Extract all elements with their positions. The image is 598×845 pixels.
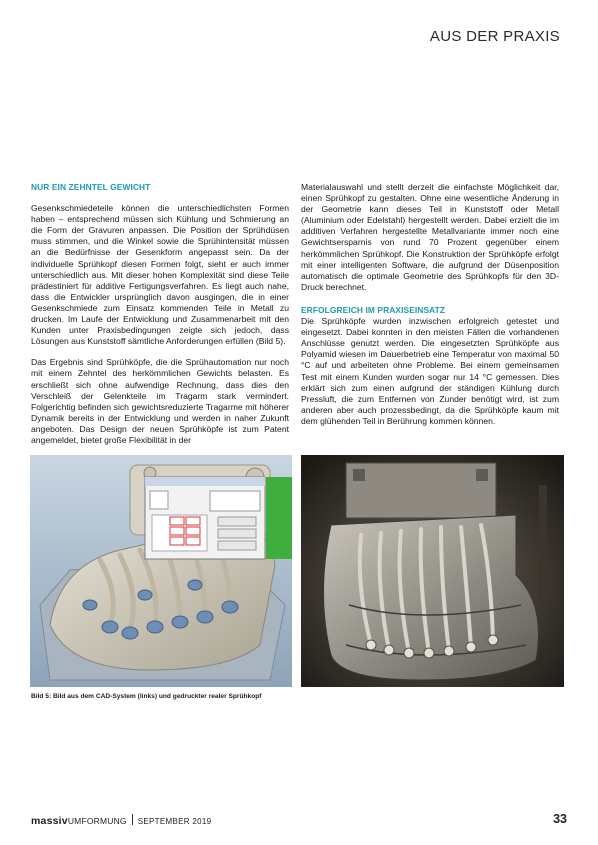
brand-bold: massiv: [31, 815, 68, 827]
paragraph: Materialauswahl und stellt derzeit die einfachste Möglichkeit dar, einen Sprühkopf zu gestalten. Ohne eine wesentliche Änderung in der Geometrie kann dieses Teil in Kunststoff oder Metall (Aluminium oder Edelstahl) hergestellt werden. Dabei erzielt die im additiven Verfahren hergestellte Metallvariante immer noch eine Gewichtsersparnis von rund 70 Prozent gegenüber einem herkömmlichen Sprühkopf. Die Konstruktion der Sprühköpfe erfolgt mit einer intelligenten Software, die aufgrund der Düsenposition automatisch die optimale Geometrie des Sprühkopfs für den 3D-Druck berechnet.: [301, 182, 559, 292]
figure-caption: Bild 5: Bild aus dem CAD-System (links) und gedruckter realer Sprühkopf: [31, 693, 262, 700]
paragraph: Gesenkschmiedeteile können die unterschiedlichsten Formen haben – entsprechend müssen sich Kühlung und Schmierung an die Form der Gravuren anpassen. Die Position der Sprühdüsen muss stimmen, und die Winkel sowie die Sprühintensität müssen an die Bedürfnisse der Gesenkform angepasst sein. Da der individuelle Sprühkopf diesen Formen folgt, sieht er auch immer unterschiedlich aus. Mit dieser hohen Komplexität sind diese Teile prädestiniert für additive Fertigungsverfahren. Es liegt auch nahe, dass die Entwickler ursprünglich davon ausgingen, die in einer Gesenkschmiede zum Einsatz kommenden Teile in Metall zu drucken. Im Laufe der Entwicklung und Zusammenarbeit mit den Kunden unter Praxisbedingungen zeigte sich jedoch, dass Lösungen aus Kunststoff sämtliche Anforderungen erfüllen (Bild 5).: [31, 203, 289, 347]
cad-image: [30, 455, 292, 687]
page-footer: [31, 812, 567, 832]
printed-spray-head-photo: [301, 455, 564, 687]
issue-date: SEPTEMBER 2019: [137, 817, 212, 826]
paragraph: Das Ergebnis sind Sprühköpfe, die die Sprühautomation nur noch mit einem Zehntel des herkömmlichen Gewichts belasten. Es erschließt sich ohne aufwendige Rechnung, dass dies den Verschleiß der Gelenkteile im Tragarm stark vermindert. Folgerichtig befinden sich gewichtsreduzierte Tragarme mit höherer Dynamik bereits in der Entwicklung und werden in naher Zukunft angeboten. Das Design der neuen Sprühköpfe ist zum Patent angemeldet, bietet große Flexibilität in der: [31, 357, 289, 445]
subheading-weight: NUR EIN ZEHNTEL GEWICHT: [31, 182, 151, 192]
subheading-practice: ERFOLGREICH IM PRAXISEINSATZ: [301, 304, 446, 315]
section-header: AUS DER PRAXIS: [429, 28, 560, 45]
magazine-brand: [31, 814, 211, 827]
text-column-right: [301, 182, 559, 427]
paragraph: Die Sprühköpfe wurden inzwischen erfolgreich getestet und eingesetzt. Dabei konnten in den meisten Fällen die vorhandenen Anschlüsse genutzt werden. Die eingesetzten Sprühköpfe aus Polyamid wiesen im Dauerbetrieb eine Temperatur von maximal 50 °C auf und arbeiteten ohne Probleme. Bei einem gemeinsamen Test mit einem Kunden wurden sogar nur 14 °C gemessen. Dies erklärt sich zum einen aufgrund der ständigen Kühlung durch Pressluft, die zum Entfernen von Zunder benötigt wird, ist zum anderen aber auch prozessbedingt, da die Sprühköpfe kaum mit dem glühenden Teil in Berührung kommen können.: [301, 316, 559, 426]
footer-divider: [132, 814, 133, 825]
brand-rest: UMFORMUNG: [67, 816, 127, 826]
page-number: 33: [553, 812, 567, 826]
text-column-left: [31, 182, 289, 446]
